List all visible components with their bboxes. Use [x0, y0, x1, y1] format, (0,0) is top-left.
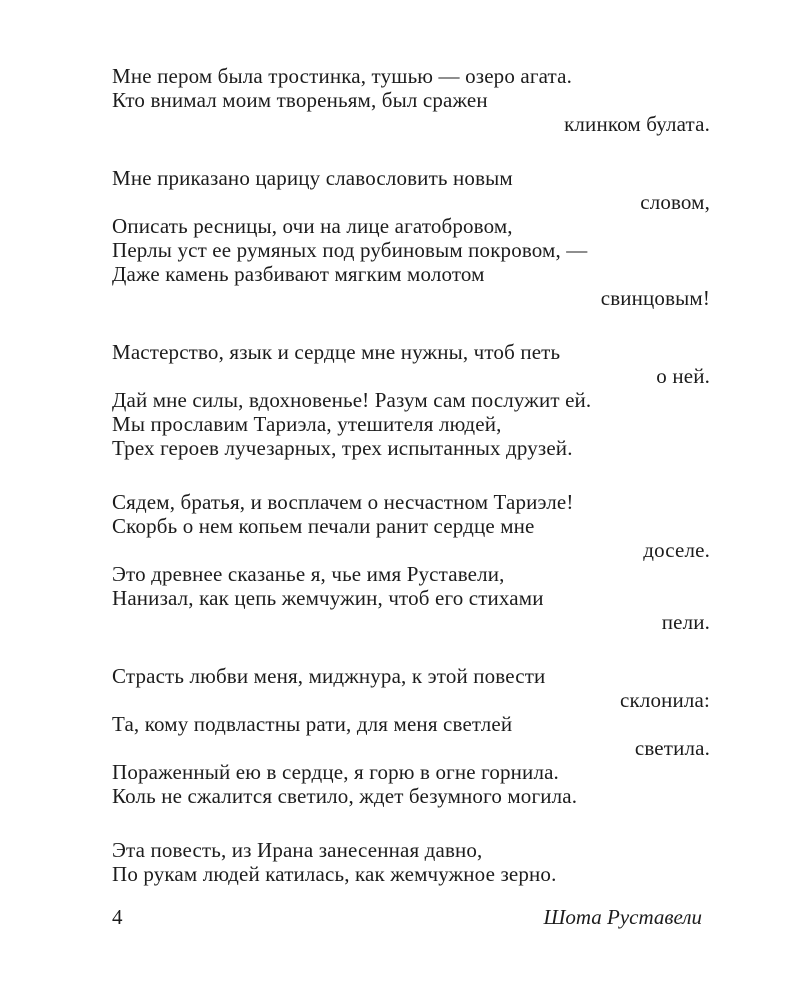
poem-line: Дай мне силы, вдохновенье! Разум сам послужит ей.	[112, 388, 592, 412]
page-number: 4	[112, 905, 123, 929]
stanza-6	[112, 838, 712, 886]
running-title: Шота Руставели	[543, 905, 702, 929]
poem-line: Даже камень разбивают мягким молотом	[112, 262, 485, 286]
stanza-4	[112, 490, 712, 634]
poem-line: Это древнее сказанье я, чье имя Руставели,	[112, 562, 505, 586]
poem-line: Мне пером была тростинка, тушью — озеро агата.	[112, 64, 572, 88]
poem-line-continuation: пели.	[661, 610, 710, 634]
stanza-2	[112, 166, 712, 310]
stanza-1	[112, 64, 712, 136]
poem-line: Сядем, братья, и восплачем о несчастном Тариэле!	[112, 490, 574, 514]
poem-line: Перлы уст ее румяных под рубиновым покровом, —	[112, 238, 588, 262]
poem-line-continuation: светила.	[634, 736, 710, 760]
poem-line: Скорбь о нем копьем печали ранит сердце мне	[112, 514, 535, 538]
poem-line-continuation: склонила:	[620, 688, 710, 712]
poem-line: Мы прославим Тариэла, утешителя людей,	[112, 412, 502, 436]
poem-line: Нанизал, как цепь жемчужин, чтоб его стихами	[112, 586, 544, 610]
poem-line: Страсть любви меня, миджнура, к этой повести	[112, 664, 546, 688]
poem-line: Эта повесть, из Ирана занесенная давно,	[112, 838, 483, 862]
page-footer	[112, 905, 702, 935]
poem-line-continuation: свинцовым!	[600, 286, 710, 310]
poem-line: Трех героев лучезарных, трех испытанных друзей.	[112, 436, 573, 460]
poem-line: По рукам людей катилась, как жемчужное зерно.	[112, 862, 557, 886]
poem-line-continuation: о ней.	[656, 364, 710, 388]
poem-line: Мне приказано царицу славословить новым	[112, 166, 513, 190]
poem-line-continuation: словом,	[640, 190, 710, 214]
stanza-3	[112, 340, 712, 460]
poem-line: Описать ресницы, очи на лице агатобровом,	[112, 214, 513, 238]
poem-body	[112, 64, 712, 916]
poem-line: Коль не сжалится светило, ждет безумного могила.	[112, 784, 578, 808]
stanza-5	[112, 664, 712, 808]
poem-line: Пораженный ею в сердце, я горю в огне горнила.	[112, 760, 559, 784]
poem-line-continuation: доселе.	[643, 538, 710, 562]
poem-line: Мастерство, язык и сердце мне нужны, чтоб петь	[112, 340, 561, 364]
poem-line-continuation: клинком булата.	[564, 112, 710, 136]
poem-line: Кто внимал моим твореньям, был сражен	[112, 88, 488, 112]
poem-line: Та, кому подвластны рати, для меня светлей	[112, 712, 513, 736]
